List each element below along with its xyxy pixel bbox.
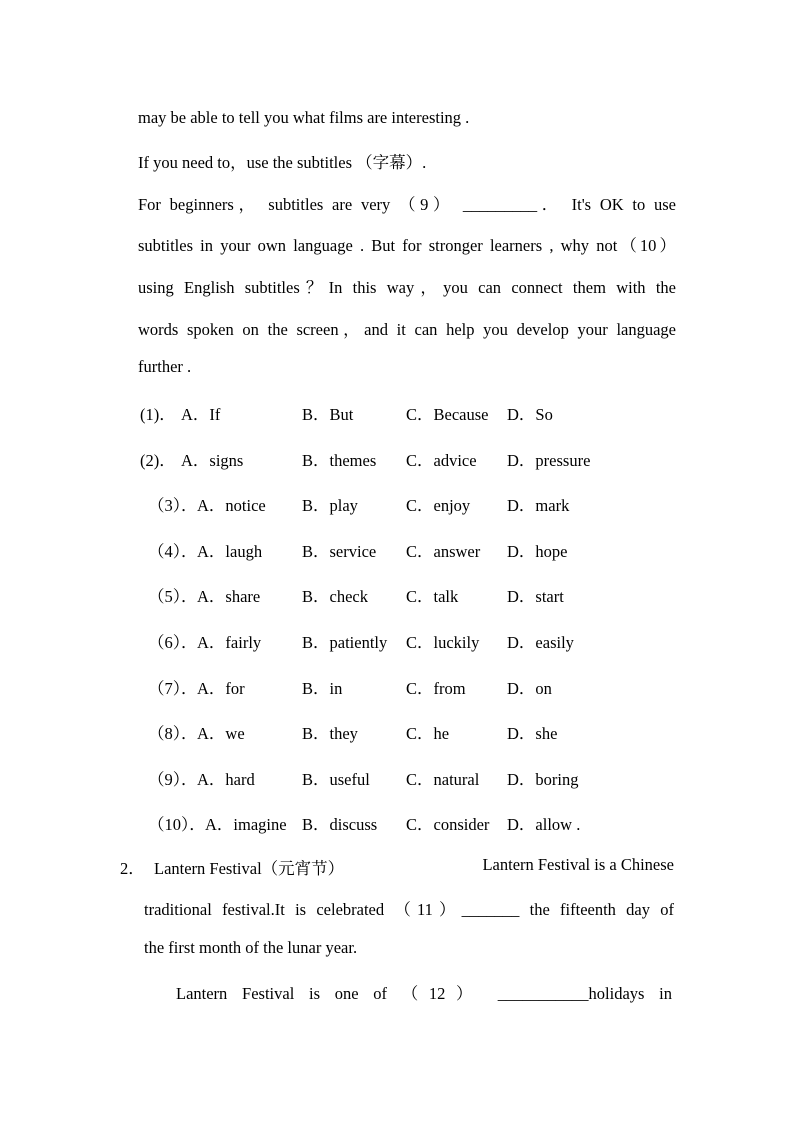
option-b: B．they	[302, 724, 358, 743]
passage-line: using English subtitles？In this way，you can connect them with the	[138, 278, 676, 297]
option-row	[0, 538, 794, 562]
option-row	[0, 492, 794, 516]
option-a: A．hard	[197, 770, 255, 789]
passage-heading: Lantern Festival（元宵节）	[154, 859, 345, 878]
option-a: A．share	[197, 587, 261, 606]
option-a: A．for	[197, 679, 245, 698]
option-d: D．start	[507, 587, 564, 606]
option-b: B．play	[302, 496, 358, 515]
passage-line: traditional festival.It is celebrated （11）_______ the fifteenth day of	[144, 900, 674, 919]
question-number: （10）．	[148, 815, 206, 834]
option-row	[0, 401, 794, 425]
option-c: C．he	[406, 724, 450, 743]
option-b: B．themes	[302, 451, 377, 470]
option-d: D．easily	[507, 633, 574, 652]
option-c: C．from	[406, 679, 466, 698]
question-number: （9）．	[148, 770, 198, 789]
option-b: B．patiently	[302, 633, 388, 652]
option-a: A．we	[197, 724, 245, 743]
option-c: C．natural	[406, 770, 480, 789]
option-a: A．imagine	[205, 815, 287, 834]
passage-line: Lantern Festival is one of （12） ___________holidays in	[176, 984, 672, 1003]
option-c: C．advice	[406, 451, 477, 470]
passage-line: For beginners， subtitles are very （9） _________． It's OK to use	[138, 195, 676, 214]
option-a: A．signs	[181, 451, 244, 470]
option-c: C．Because	[406, 405, 489, 424]
option-a: A．fairly	[197, 633, 262, 652]
option-b: B．in	[302, 679, 343, 698]
passage-line: further .	[138, 357, 192, 376]
option-b: B．But	[302, 405, 354, 424]
option-c: C．consider	[406, 815, 490, 834]
option-c: C．answer	[406, 542, 481, 561]
option-d: D．boring	[507, 770, 579, 789]
option-row	[0, 447, 794, 471]
option-b: B．useful	[302, 770, 370, 789]
question-number: （4）．	[148, 542, 198, 561]
option-row	[0, 766, 794, 790]
option-row	[0, 675, 794, 699]
option-c: C．luckily	[406, 633, 480, 652]
option-d: D．allow .	[507, 815, 581, 834]
passage-line: the first month of the lunar year.	[144, 938, 358, 957]
option-row	[0, 583, 794, 607]
option-d: D．pressure	[507, 451, 591, 470]
question-number: （7）．	[148, 679, 198, 698]
passage-line: If you need to，use the subtitles （字幕）.	[138, 153, 427, 172]
option-row	[0, 629, 794, 653]
option-c: C．enjoy	[406, 496, 471, 515]
question-number: （5）．	[148, 587, 198, 606]
passage-line: words spoken on the screen，and it can help you develop your language	[138, 320, 676, 339]
question-number: （8）．	[148, 724, 198, 743]
option-a: A．notice	[197, 496, 266, 515]
option-d: D．So	[507, 405, 553, 424]
option-b: B．check	[302, 587, 368, 606]
option-d: D．mark	[507, 496, 570, 515]
option-d: D．hope	[507, 542, 568, 561]
question-number: （6）．	[148, 633, 198, 652]
passage-line: subtitles in your own language . But for stronger learners , why not（10）	[138, 236, 676, 255]
question-number: （3）．	[148, 496, 198, 515]
option-row	[0, 811, 794, 835]
option-row	[0, 720, 794, 744]
option-d: D．on	[507, 679, 552, 698]
option-a: A．laugh	[197, 542, 263, 561]
option-a: A．If	[181, 405, 221, 424]
passage-line: may be able to tell you what films are interesting .	[138, 108, 470, 127]
question-number: (1)．	[140, 405, 176, 424]
option-d: D．she	[507, 724, 558, 743]
option-b: B．discuss	[302, 815, 378, 834]
passage-line: Lantern Festival is a Chinese	[482, 855, 674, 874]
question-number: (2)．	[140, 451, 176, 470]
question-number: 2．	[120, 859, 145, 878]
option-b: B．service	[302, 542, 377, 561]
option-c: C．talk	[406, 587, 459, 606]
